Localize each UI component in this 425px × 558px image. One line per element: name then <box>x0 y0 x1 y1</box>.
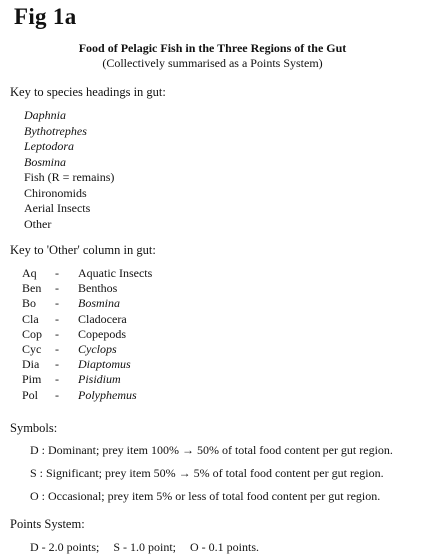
symbol-significant: S : Significant; prey item 50% → 5% of total food content per gut region. <box>30 466 384 480</box>
species-item: Aerial Insects <box>24 201 91 215</box>
abbr-code: Ben <box>22 281 42 296</box>
table-row <box>22 312 152 327</box>
abbr-code: Pim <box>22 372 42 387</box>
other-key-heading: Key to 'Other' column in gut: <box>10 243 156 257</box>
abbr-dash: - <box>55 311 59 326</box>
abbr-meaning: Aquatic Insects <box>78 266 153 280</box>
abbr-code: Cop <box>22 326 43 341</box>
species-item: Bythotrephes <box>24 123 87 138</box>
abbr-dash: - <box>55 296 59 311</box>
species-item: Leptodora <box>24 139 75 153</box>
abbr-code: Dia <box>22 357 40 372</box>
species-item: Bosmina <box>24 154 66 169</box>
table-row <box>22 372 152 387</box>
figure-subtitle: (Collectively summarised as a Points System) <box>102 56 323 70</box>
species-item: Chironomids <box>24 185 87 200</box>
table-row <box>22 357 152 372</box>
table-row <box>22 388 152 403</box>
table-row <box>22 342 152 357</box>
abbr-dash: - <box>55 372 59 387</box>
abbr-meaning: Pisidium <box>78 372 121 387</box>
species-item: Other <box>24 216 52 231</box>
abbr-dash: - <box>55 281 59 296</box>
abbr-code: Bo <box>22 296 37 311</box>
abbr-meaning: Benthos <box>78 281 118 296</box>
abbr-dash: - <box>55 387 59 402</box>
abbr-meaning: Cladocera <box>78 311 127 326</box>
species-key-heading: Key to species headings in gut: <box>10 85 166 99</box>
points-significant: S - 1.0 point; <box>113 540 177 554</box>
abbr-meaning: Cyclops <box>78 342 117 357</box>
species-item: Daphnia <box>24 108 66 122</box>
abbr-dash: - <box>55 266 59 280</box>
table-row <box>22 327 152 342</box>
abbr-dash: - <box>55 357 59 372</box>
abbr-code: Pol <box>22 387 39 402</box>
points-occasional: O - 0.1 points. <box>190 540 260 554</box>
points-system-values <box>30 540 259 555</box>
points-system-heading: Points System: <box>10 517 85 531</box>
table-row <box>22 266 152 281</box>
symbol-dominant: D : Dominant; prey item 100% → 50% of total food content per gut region. <box>30 443 393 457</box>
abbr-meaning: Bosmina <box>78 296 120 311</box>
table-row <box>22 281 152 296</box>
abbr-code: Aq <box>22 266 37 280</box>
abbr-code: Cla <box>22 311 39 326</box>
abbr-code: Cyc <box>22 342 42 357</box>
abbr-dash: - <box>55 326 59 341</box>
points-dominant: D - 2.0 points; <box>30 540 100 554</box>
abbr-meaning: Polyphemus <box>78 387 137 402</box>
abbr-meaning: Diaptomus <box>78 357 131 372</box>
figure-label: Fig 1a <box>14 4 77 29</box>
symbols-heading: Symbols: <box>10 421 58 435</box>
figure-title: Food of Pelagic Fish in the Three Regions of the Gut <box>78 41 347 55</box>
abbr-meaning: Copepods <box>78 326 126 341</box>
species-key-list <box>24 108 114 232</box>
symbol-occasional: O : Occasional; prey item 5% or less of total food content per gut region. <box>30 489 381 503</box>
abbr-dash: - <box>55 342 59 357</box>
other-key-table <box>22 266 152 403</box>
table-row <box>22 296 152 311</box>
species-item: Fish (R = remains) <box>24 170 115 184</box>
